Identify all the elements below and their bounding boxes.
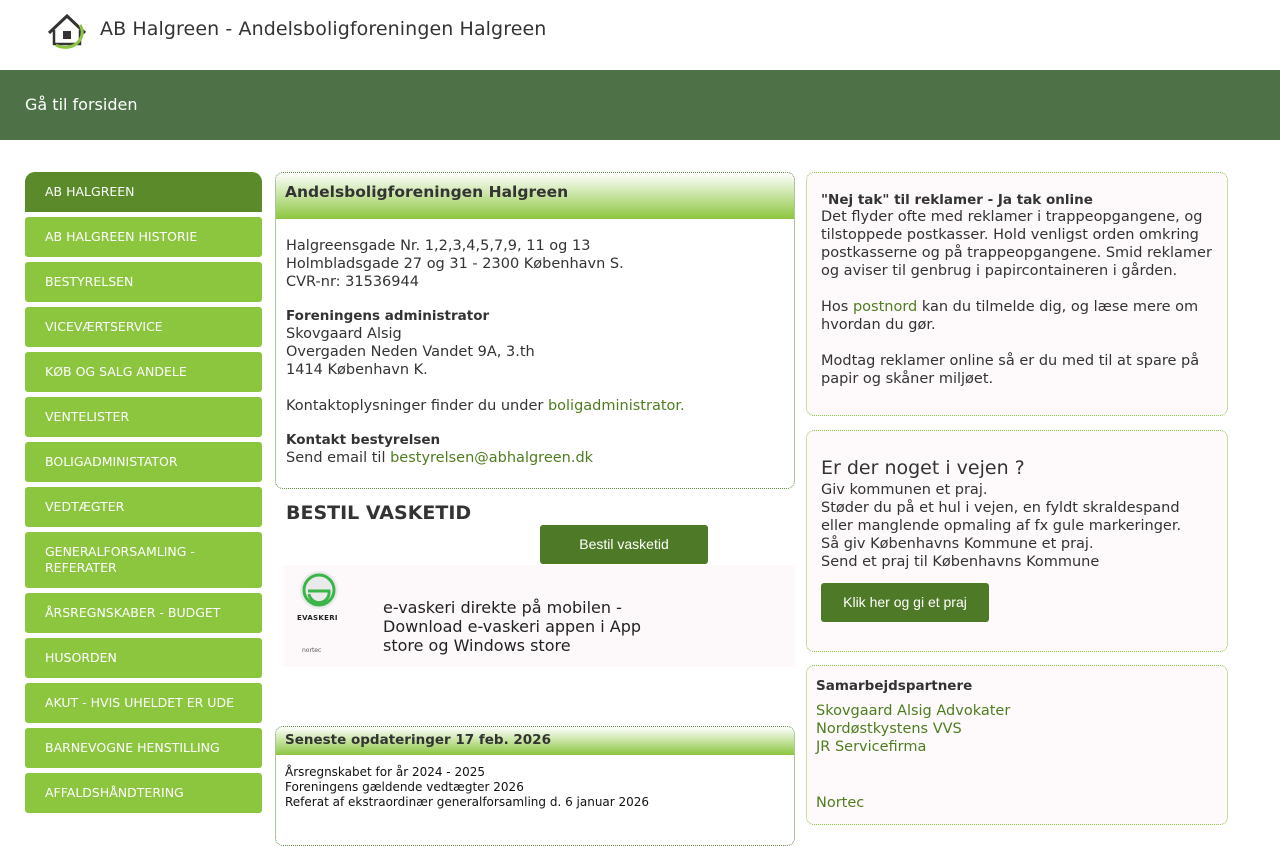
partner-link[interactable]: Nortec bbox=[816, 795, 865, 811]
sidebar-item-boligadministrator[interactable]: BOLIGADMINISTATOR bbox=[25, 442, 262, 482]
sidebar-item-vicevaertservice[interactable]: VICEVÆRTSERVICE bbox=[25, 307, 262, 347]
sidebar-item-husorden[interactable]: HUSORDEN bbox=[25, 638, 262, 678]
postnord-prefix: Hos bbox=[821, 299, 849, 315]
sidebar-item-vedtaegter[interactable]: VEDTÆGTER bbox=[25, 487, 262, 527]
praj-line-2: Støder du på et hul i vejen, en fyldt skraldespand eller manglende opmaling af fx gule markeringer. bbox=[821, 500, 1182, 534]
admin-city: 1414 København K. bbox=[286, 362, 428, 378]
praj-panel bbox=[806, 430, 1228, 652]
book-laundry-button[interactable]: Bestil vasketid bbox=[540, 525, 708, 564]
praj-line-1: Giv kommunen et praj. bbox=[821, 482, 988, 498]
updates-panel bbox=[275, 726, 795, 846]
home-link[interactable]: Gå til forsiden bbox=[25, 95, 138, 114]
evaskeri-banner[interactable] bbox=[283, 565, 795, 667]
evaskeri-logo-text: EVASKERI bbox=[297, 614, 338, 622]
info-panel bbox=[275, 172, 795, 489]
navbar bbox=[0, 70, 1280, 140]
sidebar-item-bestyrelsen[interactable]: BESTYRELSEN bbox=[25, 262, 262, 302]
sidebar-item-ab-halgreen[interactable]: AB HALGREEN bbox=[25, 172, 262, 212]
admin-label: Foreningens administrator bbox=[286, 308, 490, 324]
update-item[interactable]: Foreningens gældende vedtægter 2026 bbox=[285, 780, 524, 794]
sidebar-item-ventelister[interactable]: VENTELISTER bbox=[25, 397, 262, 437]
sidebar-item-historie[interactable]: AB HALGREEN HISTORIE bbox=[25, 217, 262, 257]
admin-street: Overgaden Neden Vandet 9A, 3.th bbox=[286, 344, 535, 360]
sidebar-item-koeb-salg[interactable]: KØB OG SALG ANDELE bbox=[25, 352, 262, 392]
top-header bbox=[0, 0, 1280, 70]
vasketid-heading: BESTIL VASKETID bbox=[286, 502, 472, 524]
postnord-link[interactable]: postnord bbox=[852, 299, 918, 315]
update-item[interactable]: Årsregnskabet for år 2024 - 2025 bbox=[285, 765, 485, 779]
ads-notice-p3: Modtag reklamer online så er du med til at spare på papir og skåner miljøet. bbox=[821, 353, 1200, 387]
ads-notice-panel bbox=[806, 172, 1228, 416]
postnord-suffix: kan du tilmelde dig, og læse mere om hvordan du gør. bbox=[821, 299, 1199, 333]
evaskeri-text: e-vaskeri direkte på mobilen - Download e-vaskeri appen i App store og Windows store bbox=[383, 598, 642, 655]
admin-name: Skovgaard Alsig bbox=[286, 326, 402, 342]
partners-panel bbox=[806, 665, 1228, 825]
address-line-1: Halgreensgade Nr. 1,2,3,4,5,7,9, 11 og 13 bbox=[286, 238, 591, 254]
house-logo-icon[interactable] bbox=[46, 13, 88, 47]
email-prefix: Send email til bbox=[286, 450, 386, 466]
partner-link[interactable]: Skovgaard Alsig Advokater bbox=[816, 703, 1011, 719]
sidebar-item-aarsregnskaber[interactable]: ÅRSREGNSKABER - BUDGET bbox=[25, 593, 262, 633]
sidebar-item-barnevogne[interactable]: BARNEVOGNE HENSTILLING bbox=[25, 728, 262, 768]
updates-title: Seneste opdateringer 17 feb. 2026 bbox=[276, 727, 794, 755]
sidebar-item-affald[interactable]: AFFALDSHÅNDTERING bbox=[25, 773, 262, 813]
ads-notice-p1: Det flyder ofte med reklamer i trappeopgangene, og tilstoppede postkasser. Hold venligst orden omkring postkasserne og på trappeopgangene. Smid reklamer og aviser til genbrug i papircontaineren i gården. bbox=[821, 209, 1212, 279]
sidebar-item-akut[interactable]: AKUT - HVIS UHELDET ER UDE bbox=[25, 683, 262, 723]
nortec-logo-text: nortec bbox=[302, 647, 322, 654]
partners-title: Samarbejdspartnere bbox=[816, 678, 973, 694]
praj-line-3: Så giv Københavns Kommune et praj. bbox=[821, 536, 1094, 552]
praj-button[interactable]: Klik her og gi et praj bbox=[821, 583, 989, 622]
site-title[interactable]: AB Halgreen - Andelsboligforeningen Halgreen bbox=[100, 18, 547, 40]
sidebar-item-generalforsamling[interactable]: GENERALFORSAMLING - REFERATER bbox=[25, 532, 262, 588]
praj-line-4: Send et praj til Københavns Kommune bbox=[821, 554, 1100, 570]
boligadministrator-link[interactable]: boligadministrator. bbox=[547, 398, 685, 414]
contact-prefix: Kontaktoplysninger finder du under bbox=[286, 398, 544, 414]
sidebar-menu bbox=[25, 172, 262, 818]
address-line-2: Holmbladsgade 27 og 31 - 2300 København S. bbox=[286, 256, 624, 272]
ads-notice-title: "Nej tak" til reklamer - Ja tak online bbox=[821, 192, 1093, 208]
board-contact-label: Kontakt bestyrelsen bbox=[286, 432, 441, 448]
cvr-number: CVR-nr: 31536944 bbox=[286, 274, 419, 290]
update-item[interactable]: Referat af ekstraordinær generalforsamling d. 6 januar 2026 bbox=[285, 795, 650, 809]
partner-link[interactable]: Nordøstkystens VVS bbox=[816, 721, 962, 737]
board-email-link[interactable]: bestyrelsen@abhalgreen.dk bbox=[390, 450, 594, 466]
praj-heading: Er der noget i vejen ? bbox=[821, 457, 1025, 479]
partner-link[interactable]: JR Servicefirma bbox=[816, 739, 927, 755]
info-panel-title: Andelsboligforeningen Halgreen bbox=[276, 173, 794, 219]
